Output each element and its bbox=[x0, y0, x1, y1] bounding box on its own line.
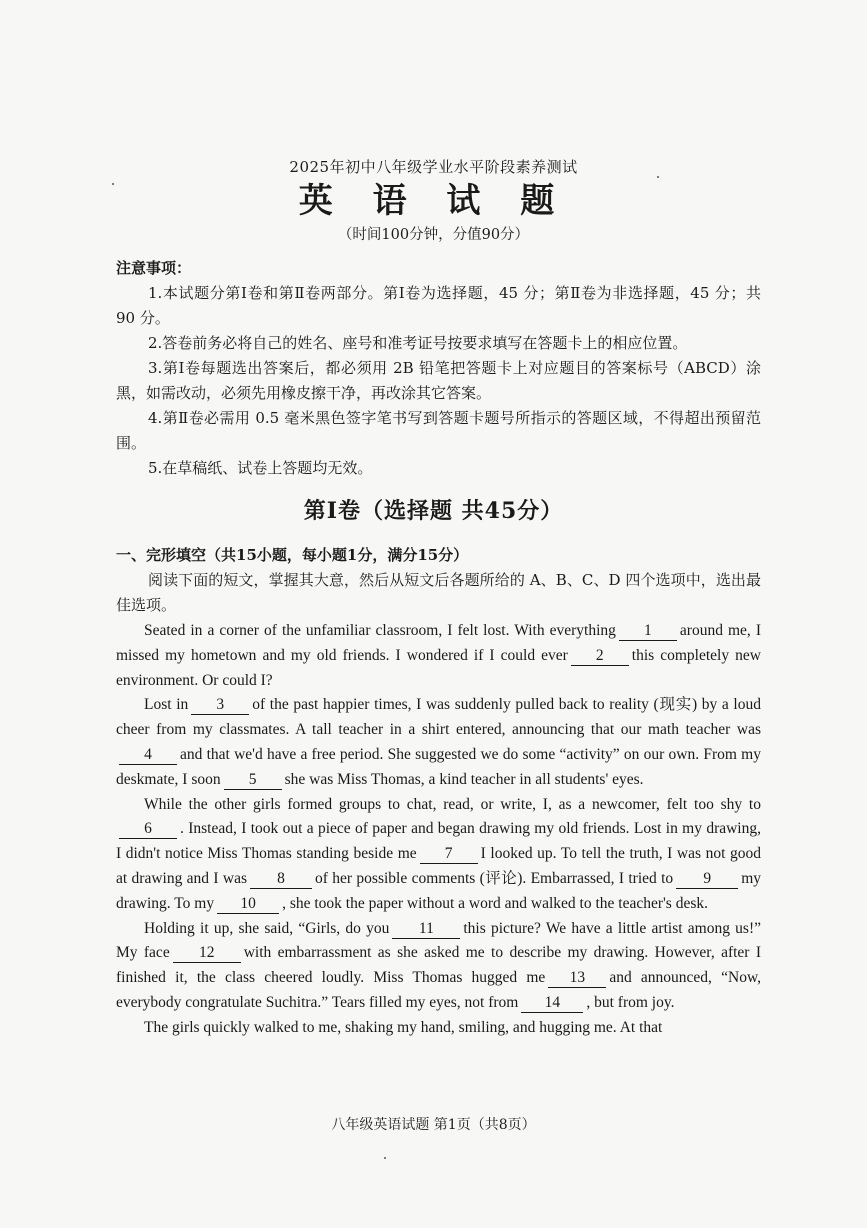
passage-text: . Instead, I took out a piece of paper and began drawing my old friends. Lost in my drawing, I didn't notice Miss Thomas standing beside me bbox=[116, 820, 761, 863]
note-item: 5.在草稿纸、试卷上答题均无效。 bbox=[148, 459, 373, 477]
passage-text: , but from joy. bbox=[586, 993, 675, 1011]
passage-text: and that we'd have a free period. She suggested we do some “activity” on our own. From my deskmate, I soon bbox=[116, 745, 761, 788]
passage-paragraph bbox=[116, 793, 761, 917]
exam-title: 英 语 试 题 bbox=[298, 181, 569, 221]
section-title: 第Ⅰ卷（选择题 共45分） bbox=[303, 498, 564, 524]
cloze-blank: 13 bbox=[548, 969, 606, 988]
exam-meta: （时间100分钟，分值90分） bbox=[337, 227, 530, 243]
passage-text: I looked up. To tell the truth, I was not good at drawing and I was bbox=[116, 845, 761, 887]
passage-text: she was Miss Thomas, a kind teacher in all students' eyes. bbox=[284, 770, 644, 788]
passage-text: Lost in bbox=[144, 696, 189, 714]
passage-text: Holding it up, she said, “Girls, do you bbox=[144, 919, 390, 937]
part-instructions: 阅读下面的短文，掌握其大意，然后从短文后各题所给的 A、B、C、D 四个选项中，选出最佳选项。 bbox=[116, 571, 761, 614]
cloze-passage bbox=[116, 619, 761, 1041]
exam-header bbox=[0, 156, 867, 244]
passage-text: and announced, “Now, everybody congratulate Suchitra.” Tears filled my eyes, not from bbox=[116, 969, 762, 1011]
cloze-blank: 14 bbox=[521, 994, 583, 1013]
cloze-blank: 7 bbox=[420, 845, 478, 864]
notes-heading: 注意事项： bbox=[116, 259, 192, 277]
passage-paragraph bbox=[116, 693, 761, 792]
cloze-blank: 5 bbox=[224, 771, 282, 790]
cloze-blank: 8 bbox=[250, 870, 312, 889]
note-item: 1.本试题分第Ⅰ卷和第Ⅱ卷两部分。第Ⅰ卷为选择题，45 分；第Ⅱ卷为非选择题，45 分；共 90 分。 bbox=[116, 284, 761, 327]
cloze-blank: 9 bbox=[676, 870, 738, 889]
passage-text: While the other girls formed groups to chat, read, or write, I, as a newcomer, felt too shy to bbox=[144, 795, 761, 813]
exam-name: 2025年初中八年级学业水平阶段素养测试 bbox=[289, 158, 578, 176]
part-heading: 一、完形填空（共15小题，每小题1分，满分15分） bbox=[116, 546, 469, 564]
cloze-blank: 1 bbox=[619, 622, 677, 641]
scan-speck bbox=[384, 1157, 386, 1159]
passage-text: around me, I missed my hometown and my old friends. I wondered if I could ever bbox=[116, 622, 761, 664]
note-item: 3.第Ⅰ卷每题选出答案后，都必须用 2B 铅笔把答题卡上对应题目的答案标号（ABCD）涂黑，如需改动，必须先用橡皮擦干净，再改涂其它答案。 bbox=[116, 359, 761, 402]
cloze-blank: 11 bbox=[392, 920, 460, 939]
cloze-blank: 12 bbox=[173, 944, 241, 963]
passage-text: of the past happier times, I was suddenly pulled back to reality (现实) by a loud cheer from my classmates. A tall teacher in a shirt entered, announcing that our math teacher was bbox=[116, 696, 761, 739]
passage-paragraph bbox=[116, 917, 761, 1016]
passage-text: The girls quickly walked to me, shaking my hand, smiling, and hugging me. At that bbox=[144, 1018, 663, 1036]
cloze-blank: 10 bbox=[217, 895, 279, 914]
page-footer: 八年级英语试题 第1页（共8页） bbox=[331, 1117, 536, 1133]
passage-text: this completely new environment. Or could I? bbox=[116, 646, 761, 689]
passage-text: of her possible comments (评论). Embarrassed, I tried to bbox=[315, 869, 674, 887]
note-item: 4.第Ⅱ卷必需用 0.5 毫米黑色签字笔书写到答题卡题号所指示的答题区域，不得超出预留范围。 bbox=[116, 409, 761, 452]
cloze-blank: 3 bbox=[191, 696, 249, 715]
passage-text: my drawing. To my bbox=[116, 869, 761, 912]
cloze-blank: 4 bbox=[119, 746, 177, 765]
passage-text: with embarrassment as she asked me to describe my drawing. However, after I finished it, the class cheered loudly. Miss Thomas hugged me bbox=[116, 944, 761, 987]
passage-paragraph bbox=[116, 1016, 761, 1041]
notes-section bbox=[116, 256, 761, 481]
cloze-blank: 6 bbox=[119, 820, 177, 839]
passage-text: this picture? We have a little artist among us!” My face bbox=[116, 919, 761, 962]
cloze-blank: 2 bbox=[571, 647, 629, 666]
note-item: 2.答卷前务必将自己的姓名、座号和准考证号按要求填写在答题卡上的相应位置。 bbox=[148, 334, 688, 352]
passage-text: Seated in a corner of the unfamiliar classroom, I felt lost. With everything bbox=[144, 622, 616, 639]
part-one bbox=[116, 543, 761, 618]
passage-paragraph bbox=[116, 619, 761, 693]
passage-text: , she took the paper without a word and walked to the teacher's desk. bbox=[282, 894, 708, 912]
